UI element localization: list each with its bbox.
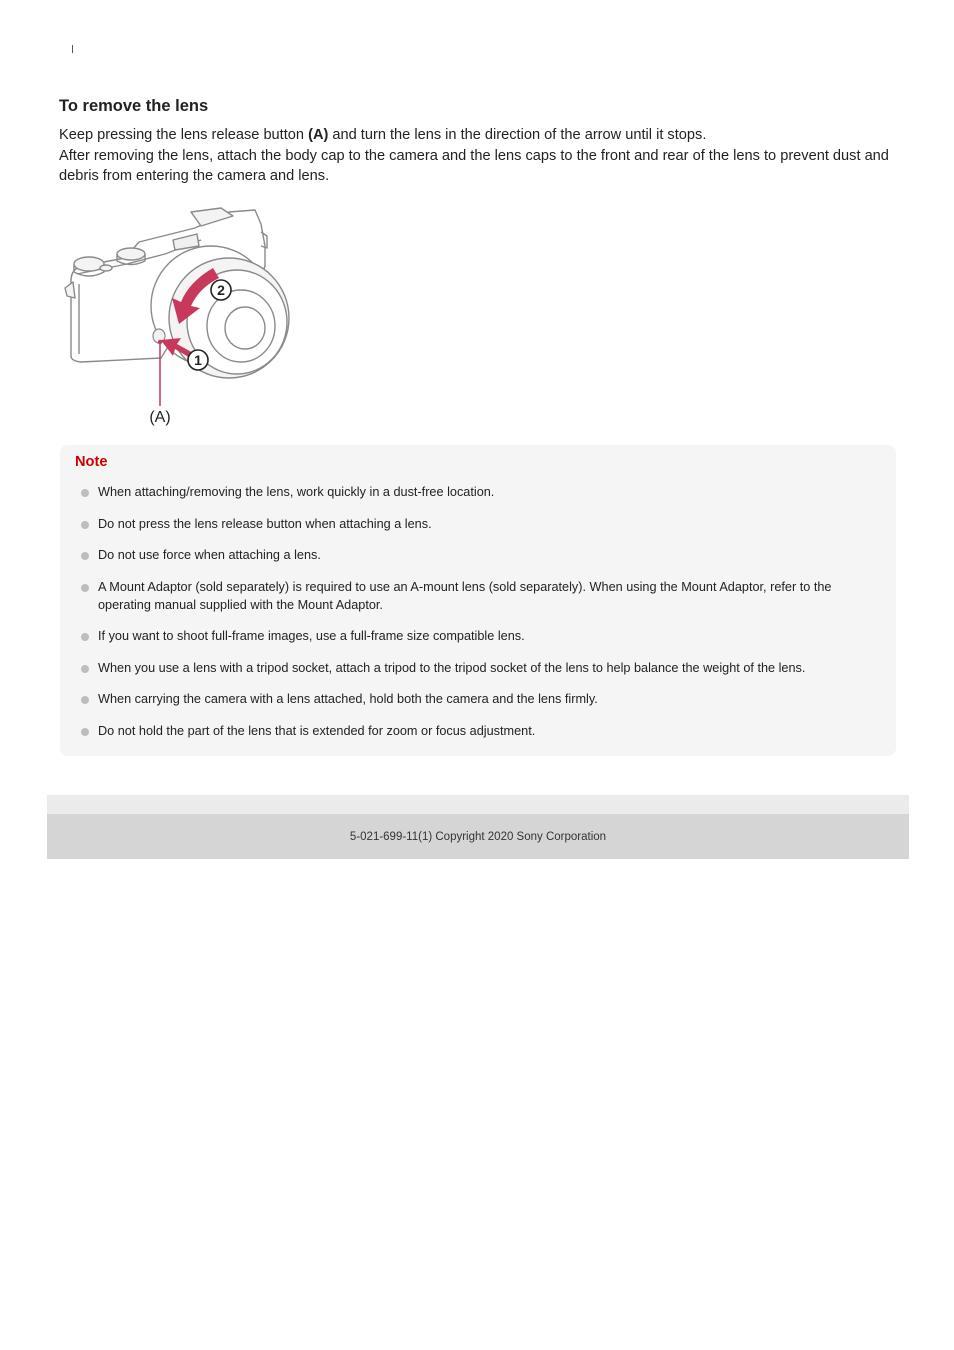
lens [151,246,289,378]
note-title: Note [75,454,108,470]
note-item-text: When you use a lens with a tripod socket, attach a tripod to the tripod socket of the lens to help balance the weight of the lens. [98,660,806,675]
note-box [60,445,896,756]
bullet-icon [81,584,89,592]
callout-2-number: 2 [217,282,225,298]
note-item-text: When carrying the camera with a lens attached, hold both the camera and the lens firmly. [98,692,598,706]
instruction-paragraph [59,125,899,146]
bullet-icon [81,633,89,641]
bullet-icon [81,728,89,736]
bullet-icon [81,489,89,497]
note-item [80,722,880,740]
after-removal-paragraph: After removing the lens, attach the body cap to the camera and the lens caps to the front and rear of the lens to prevent dust and debris from entering the camera and lens. [59,147,889,184]
note-item [80,483,880,501]
bullet-icon [81,521,89,529]
note-item-text: When attaching/removing the lens, work quickly in a dust-free location. [98,485,495,499]
footer-top-band [47,795,909,814]
callout-1-number: 1 [194,352,202,368]
main-content [59,96,899,187]
section-title: To remove the lens [59,97,209,115]
bullet-icon [81,665,89,673]
note-item [80,690,880,708]
note-item [80,627,880,645]
label-a: (A) [149,409,171,426]
note-item-text: A Mount Adaptor (sold separately) is required to use an A-mount lens (sold separately). When using the Mount Adaptor, refer to the operating manual supplied with the Mount Adaptor. [98,579,832,612]
bullet-icon [81,552,89,560]
note-item-text: If you want to shoot full-frame images, use a full-frame size compatible lens. [98,629,525,643]
note-item [80,515,880,533]
release-button-ref: (A) [308,127,329,143]
note-item [80,659,880,677]
page-margin-mark [72,45,73,53]
note-item [80,546,880,564]
note-list [80,483,880,753]
note-item-text: Do not use force when attaching a lens. [98,548,321,562]
lens-removal-illustration [61,206,293,430]
note-item-text: Do not hold the part of the lens that is extended for zoom or focus adjustment. [98,723,536,738]
bullet-icon [81,696,89,704]
note-item-text: Do not press the lens release button when attaching a lens. [98,516,432,531]
footer [47,814,909,859]
copyright-text: 5-021-699-11(1) Copyright 2020 Sony Corporation [349,830,607,843]
note-item [80,578,880,614]
instruction-text-end: and turn the lens in the direction of the arrow until it stops. [328,127,707,143]
callout-2 [211,280,231,300]
pointer-dot [158,340,162,344]
callout-1 [188,350,208,370]
instruction-text-start: Keep pressing the lens release button [59,127,309,143]
